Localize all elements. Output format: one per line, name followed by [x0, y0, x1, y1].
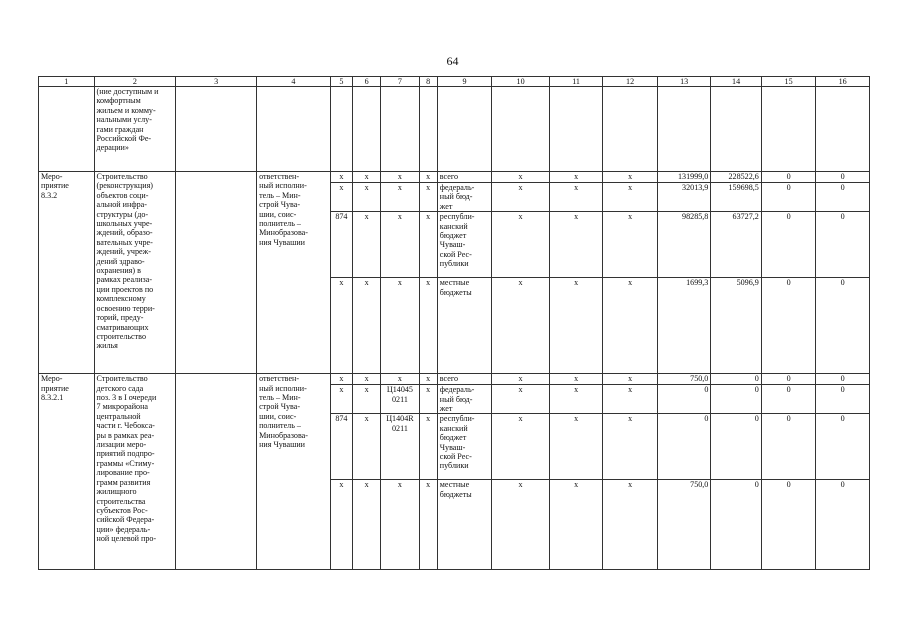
description-line: комплексному [96, 294, 146, 304]
header-row [39, 77, 870, 87]
value-cell-c7 [381, 183, 419, 212]
funding-source [437, 172, 492, 183]
funding-source [437, 374, 492, 385]
empty-cell [257, 87, 331, 172]
executor-line: тель – Мин- [259, 393, 301, 403]
empty-cell [39, 87, 95, 172]
column-header: 16 [816, 77, 870, 87]
value-cell-c12: x [603, 414, 658, 480]
value-cell-c6: x [352, 183, 380, 212]
value-cell-c14: 0 [711, 480, 761, 570]
empty-cell [330, 87, 352, 172]
value-cell-c13: 750,0 [657, 374, 711, 385]
column-header: 11 [549, 77, 603, 87]
value-cell-c10: x [492, 183, 550, 212]
cell-line: Чуваш- [439, 240, 466, 250]
column-header: 1 [39, 77, 95, 87]
description-line: 7 микрорайона [96, 402, 149, 412]
value-cell-c11: x [549, 212, 603, 278]
description-line: сматривающих [96, 322, 149, 332]
value-cell-c16: 0 [816, 385, 870, 414]
description-line: строительства [96, 496, 146, 506]
funding-source [437, 414, 492, 480]
executor [257, 374, 331, 570]
value-cell-c10: x [492, 480, 550, 570]
value-cell-c7 [381, 385, 419, 414]
cell-line: Ц1404R [386, 414, 414, 424]
executor-line: шии, соис- [259, 209, 297, 219]
cell-line: 0211 [391, 394, 408, 404]
description-line: граммы «Стиму- [96, 458, 155, 468]
value-cell-c13: 131999,0 [657, 172, 711, 183]
executor-line: ный исполни- [259, 181, 307, 191]
column-header: 4 [257, 77, 331, 87]
description-line: ры в рамках реа- [96, 430, 155, 440]
empty-cell [419, 87, 437, 172]
value-cell-c16: 0 [816, 414, 870, 480]
value-cell-c6: x [352, 480, 380, 570]
cell-line: ный бюд- [439, 394, 473, 404]
value-cell-c6: x [352, 414, 380, 480]
description-line: строительство [96, 331, 146, 341]
executor-line: ния Чувашии [259, 237, 305, 247]
table-row [39, 374, 870, 385]
description-line: школьных учре- [96, 219, 153, 229]
value-cell-c5: x [330, 172, 352, 183]
description-line: ции проектов по [96, 284, 154, 294]
empty-cell [657, 87, 711, 172]
table-row [39, 172, 870, 183]
empty-cell [352, 87, 380, 172]
empty-cell [816, 87, 870, 172]
description-line: субъектов Рос- [96, 505, 148, 515]
cell-line: федераль- [439, 183, 475, 192]
value-cell-c13: 750,0 [657, 480, 711, 570]
value-cell-c6: x [352, 374, 380, 385]
value-cell-c16: 0 [816, 480, 870, 570]
description-line: приятий подпро- [96, 449, 155, 459]
value-cell-c13: 98285,8 [657, 212, 711, 278]
executor [257, 172, 331, 374]
cell-line: ской Рес- [439, 452, 472, 462]
value-cell-c5: x [330, 183, 352, 212]
value-cell-c16: 0 [816, 212, 870, 278]
empty-cell [549, 87, 603, 172]
column-header: 9 [437, 77, 492, 87]
continuation-line: Российской Фе- [96, 134, 152, 144]
value-cell-c16: 0 [816, 374, 870, 385]
value-cell-c14: 0 [711, 414, 761, 480]
value-cell-c12: x [603, 183, 658, 212]
value-cell-c11: x [549, 414, 603, 480]
description-line: лирование про- [96, 468, 150, 478]
value-cell-c5: x [330, 385, 352, 414]
cell-line: 0211 [391, 423, 408, 433]
value-cell-c10: x [492, 212, 550, 278]
cell-line: ный бюд- [439, 192, 473, 202]
value-cell-c14: 0 [711, 374, 761, 385]
value-cell-c5: x [330, 278, 352, 374]
cell-line: жет [439, 404, 453, 414]
value-cell-c15: 0 [761, 278, 816, 374]
cell-line: публики [439, 461, 469, 471]
cell-line: всего [439, 172, 459, 181]
description-line: поз. 3 в I очереди [96, 393, 157, 403]
empty-cell [603, 87, 658, 172]
continuation-line: жильем и комму- [96, 105, 156, 115]
description-line: рамках реализа- [96, 275, 153, 285]
value-cell-c14: 0 [711, 385, 761, 414]
measure-code [39, 374, 95, 570]
cell-line: x [397, 183, 402, 192]
value-cell-c12: x [603, 374, 658, 385]
funding-source [437, 385, 492, 414]
value-cell-c6: x [352, 278, 380, 374]
value-cell-c15: 0 [761, 374, 816, 385]
cell-line: ской Рес- [439, 249, 472, 259]
value-cell-c11: x [549, 172, 603, 183]
cell-line: канский [439, 221, 468, 231]
description-line: охранения) в [96, 266, 141, 276]
empty-cell [761, 87, 816, 172]
value-cell-c16: 0 [816, 183, 870, 212]
value-cell-c6: x [352, 212, 380, 278]
description-line: торий, преду- [96, 313, 144, 323]
value-cell-c8: x [419, 385, 437, 414]
cell-line: Ц14045 [386, 385, 413, 395]
value-cell-c11: x [549, 183, 603, 212]
value-cell-c15: 0 [761, 414, 816, 480]
executor-line: строй Чува- [259, 200, 301, 210]
value-cell-c8: x [419, 172, 437, 183]
cell-line: x [397, 172, 402, 181]
description-line: детского сада [96, 383, 144, 393]
funding-source [437, 278, 492, 374]
description-line: альной инфра- [96, 200, 147, 210]
cell-line: бюджет [439, 433, 467, 443]
value-cell-c12: x [603, 480, 658, 570]
description-line: ждений, учреж- [96, 247, 151, 257]
value-cell-c14: 63727,2 [711, 212, 761, 278]
executor-line: Минобразова- [259, 430, 308, 440]
empty-cell [176, 374, 257, 570]
description-line: дений здраво- [96, 256, 145, 266]
measure-description [94, 172, 176, 374]
description-line: (реконструкция) [96, 181, 153, 191]
description-line: сийской Федера- [96, 515, 155, 525]
description-line: лизации меро- [96, 440, 147, 450]
cell-line: бюджеты [439, 489, 472, 499]
value-cell-c6: x [352, 172, 380, 183]
continuation-line: нальными услу- [96, 115, 152, 125]
column-header: 3 [176, 77, 257, 87]
executor-line: ный исполни- [259, 383, 307, 393]
measure-code-line: Меро- [41, 172, 63, 181]
value-cell-c5: x [330, 480, 352, 570]
value-cell-c15: 0 [761, 172, 816, 183]
value-cell-c11: x [549, 374, 603, 385]
funding-source [437, 183, 492, 212]
value-cell-c10: x [492, 278, 550, 374]
cell-line: всего [439, 374, 459, 384]
description-line: части г. Чебокса- [96, 421, 155, 431]
empty-cell [176, 87, 257, 172]
measure-code [39, 172, 95, 374]
executor-line: Минобразова- [259, 228, 308, 238]
description-line: ции» федераль- [96, 524, 151, 534]
executor-line: ответствен- [259, 172, 300, 181]
continuation-line: дерации» [96, 143, 129, 153]
value-cell-c7 [381, 278, 419, 374]
cell-line: местные [439, 278, 470, 288]
executor-line: тель – Мин- [259, 190, 301, 200]
continuation-row [39, 87, 870, 172]
description-line: ной целевой про- [96, 534, 157, 544]
measure-code-line: приятие [41, 181, 69, 191]
empty-cell [176, 172, 257, 374]
cell-line: Чуваш- [439, 442, 466, 452]
cell-line: жет [439, 201, 453, 211]
measure-code-line: 8.3.2 [41, 190, 58, 200]
page-number: 64 [446, 54, 459, 68]
value-cell-c14: 228522,6 [711, 172, 761, 183]
continuation-line: комфортным [96, 96, 141, 106]
column-header: 15 [761, 77, 816, 87]
value-cell-c15: 0 [761, 183, 816, 212]
description-line: Строительство [96, 374, 148, 384]
measure-code-line: приятие [41, 383, 69, 393]
value-cell-c7 [381, 172, 419, 183]
continuation-line: гами граждан [96, 124, 144, 134]
value-cell-c15: 0 [761, 480, 816, 570]
cell-line: местные [439, 480, 470, 490]
cell-line: публики [439, 259, 469, 269]
budget-table [38, 76, 870, 570]
value-cell-c12: x [603, 172, 658, 183]
value-cell-c8: x [419, 183, 437, 212]
description-line: грамм развития [96, 477, 151, 487]
column-header: 5 [330, 77, 352, 87]
description-line: освоению терри- [96, 303, 155, 313]
description-line: вательных учре- [96, 237, 153, 247]
executor-line: полнитель – [259, 219, 301, 229]
value-cell-c5: 874 [330, 414, 352, 480]
value-cell-c8: x [419, 278, 437, 374]
cell-line: республи- [439, 414, 475, 424]
measure-code-line: Меро- [41, 374, 63, 384]
executor-line: полнитель – [259, 421, 301, 431]
value-cell-c11: x [549, 278, 603, 374]
continuation-text [94, 87, 176, 172]
column-header: 14 [711, 77, 761, 87]
value-cell-c8: x [419, 212, 437, 278]
value-cell-c12: x [603, 212, 658, 278]
description-line: жилищного [96, 487, 137, 497]
cell-line: x [397, 212, 402, 222]
continuation-line: (ние доступным и [96, 87, 159, 96]
value-cell-c11: x [549, 385, 603, 414]
value-cell-c10: x [492, 172, 550, 183]
column-header: 8 [419, 77, 437, 87]
value-cell-c13: 1699,3 [657, 278, 711, 374]
value-cell-c7 [381, 480, 419, 570]
value-cell-c10: x [492, 414, 550, 480]
value-cell-c8: x [419, 480, 437, 570]
cell-line: бюджеты [439, 287, 472, 297]
value-cell-c12: x [603, 385, 658, 414]
column-header: 13 [657, 77, 711, 87]
cell-line: x [397, 374, 402, 384]
executor-line: ответствен- [259, 374, 300, 384]
value-cell-c5: 874 [330, 212, 352, 278]
value-cell-c16: 0 [816, 172, 870, 183]
description-line: Строительство [96, 172, 148, 181]
value-cell-c6: x [352, 385, 380, 414]
value-cell-c12: x [603, 278, 658, 374]
description-line: ждений, образо- [96, 228, 153, 238]
value-cell-c8: x [419, 414, 437, 480]
value-cell-c16: 0 [816, 278, 870, 374]
cell-line: бюджет [439, 231, 467, 241]
value-cell-c13: 0 [657, 385, 711, 414]
column-header: 2 [94, 77, 176, 87]
value-cell-c15: 0 [761, 212, 816, 278]
cell-line: канский [439, 423, 468, 433]
cell-line: x [397, 480, 402, 490]
cell-line: x [397, 278, 402, 288]
description-line: структуры (до- [96, 209, 149, 219]
executor-line: шии, соис- [259, 411, 297, 421]
funding-source [437, 480, 492, 570]
value-cell-c5: x [330, 374, 352, 385]
executor-line: строй Чува- [259, 402, 301, 412]
value-cell-c10: x [492, 374, 550, 385]
column-header: 10 [492, 77, 550, 87]
value-cell-c14: 159698,5 [711, 183, 761, 212]
cell-line: федераль- [439, 385, 475, 395]
column-header: 12 [603, 77, 658, 87]
column-header: 6 [352, 77, 380, 87]
value-cell-c7 [381, 374, 419, 385]
description-line: жилья [96, 341, 118, 351]
column-header: 7 [381, 77, 419, 87]
value-cell-c7 [381, 414, 419, 480]
executor-line: ния Чувашии [259, 440, 305, 450]
empty-cell [437, 87, 492, 172]
value-cell-c13: 32013,9 [657, 183, 711, 212]
value-cell-c7 [381, 212, 419, 278]
empty-cell [381, 87, 419, 172]
measure-code-line: 8.3.2.1 [41, 393, 64, 403]
funding-source [437, 212, 492, 278]
value-cell-c15: 0 [761, 385, 816, 414]
value-cell-c10: x [492, 385, 550, 414]
description-line: центральной [96, 411, 141, 421]
cell-line: республи- [439, 212, 475, 222]
value-cell-c8: x [419, 374, 437, 385]
value-cell-c11: x [549, 480, 603, 570]
measure-description [94, 374, 176, 570]
description-line: объектов соци- [96, 190, 149, 200]
value-cell-c14: 5096,9 [711, 278, 761, 374]
value-cell-c13: 0 [657, 414, 711, 480]
empty-cell [711, 87, 761, 172]
empty-cell [492, 87, 550, 172]
